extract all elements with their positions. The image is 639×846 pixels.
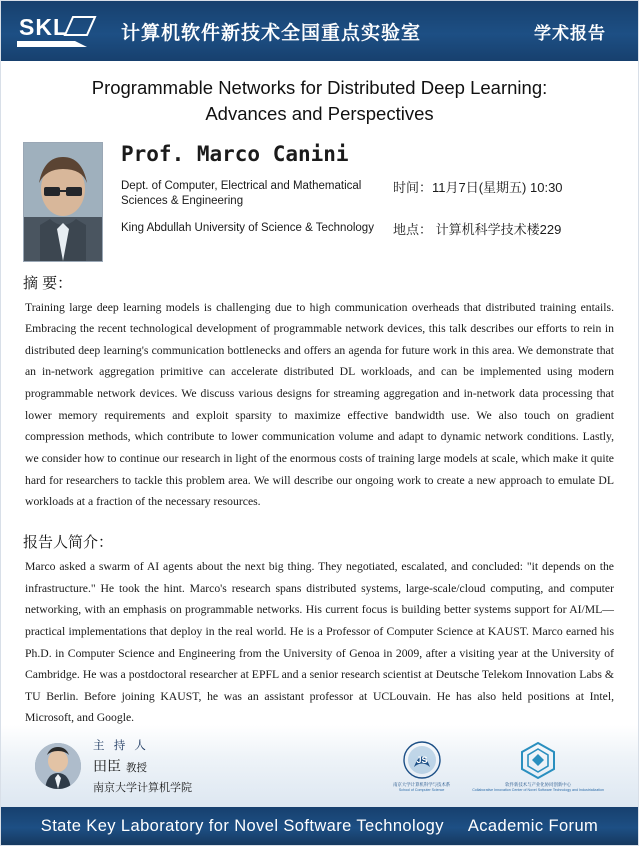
section-spacer (1, 513, 638, 523)
bottom-bar-forum: Academic Forum (467, 816, 599, 835)
abstract-body: Training large deep learning models is challenging due to high communication overheads that distributed training entails. Embracing the recent technological development of programmable network devices, this talk describes our efforts to rein in distributed deep learning's communication bottlenecks and offers an agenda for future work in this area. We demonstrate that an in-network aggregation primitive can accelerate distributed DL workloads, and can be implemented using modern programmable network devices. We discuss various designs for streaming aggregation and in-network data processing that lower memory requirements and exploit sparsity to maximize effective bandwidth use. We also touch on gradient compression methods, which contribute to lower communication volume and adapt to dynamic network conditions. Lastly, we consider how to continue our research in light of the enormous costs of training large models at scale, which make it quite hard for researchers to tackle this problem area. We will describe our ongoing work to create a new approach to emulate DL workloads at a fraction of the necessary resources. (25, 300, 614, 509)
bio-heading: 报告人简介： (23, 533, 114, 551)
host-name: 田臣 (93, 758, 121, 774)
bottom-bar-lab-name: State Key Laboratory for Novel Software Technology (40, 816, 444, 835)
bottom-bar (1, 807, 638, 845)
talk-title-line1: Programmable Networks for Distributed Deep Learning: (91, 77, 548, 98)
bio-body: Marco asked a swarm of AI agents about the next big thing. They negotiated, escalated, and concluded: "it depends on the infrastructure." He took the hint. Marco's research spans distributed systems, large-scale/cloud computing, and computer networking, with an emphasis on programmable networks. His current focus is building better systems support for AI/ML—practical implementations that deploy in the real world. He is a Professor of Computer Science at KAUST. Marco earned his Ph.D. in Computer Science and Engineering from the University of Genoa in 2009, after a visiting year at the University of Cambridge. He was a postdoctoral researcher at EPFL and a senior research scientist at Deutsche Telekom Innovation Labs & TU Berlin. Before joining KAUST, he was an assistant professor at UCLouvain. He has also held positions at Intel, Microsoft, and Google. (25, 559, 614, 725)
footer-logos (393, 740, 638, 792)
talk-place: 地点： 计算机科学技术楼229 (393, 222, 562, 238)
host-rank: 教授 (126, 762, 147, 774)
host-label: 主 持 人 (93, 740, 149, 752)
speaker-info (103, 142, 618, 262)
event-type: 学术报告 (534, 23, 606, 43)
nju-cs-lab-caption-cn: 南京大学计算机科学与技术系 (393, 782, 451, 787)
skl-logo (15, 9, 101, 53)
abstract-heading: 摘 要： (23, 274, 73, 292)
talk-title (1, 61, 638, 134)
poster-header (1, 1, 638, 61)
host-strip (1, 725, 638, 807)
host-text (93, 737, 192, 795)
nju-cs-lab-caption-en: School of Computer Science (398, 788, 445, 792)
host-affiliation: 南京大学计算机学院 (93, 782, 192, 794)
lab-name: 计算机软件新技术全国重点实验室 (121, 22, 422, 44)
speaker-institution: King Abdullah University of Science & Technology (121, 222, 374, 235)
cic-caption-en: Collaborative Innovation Center of Novel Software Technology and Industrialization (472, 788, 604, 792)
speaker-row-dept (121, 179, 618, 211)
speaker-photo (23, 142, 103, 262)
cic-caption-cn: 软件新技术与产业化协同创新中心 (505, 782, 572, 787)
host-name-row (93, 756, 192, 776)
talk-title-line2: Advances and Perspectives (205, 103, 434, 125)
talk-time: 时间：11月7日(星期五) 10:30 (393, 179, 563, 195)
svg-text:SKL: SKL (19, 14, 68, 40)
collaborative-innovation-center-logo (472, 740, 604, 792)
nju-cs-lab-logo (393, 740, 450, 792)
speaker-row-inst (121, 221, 618, 239)
poster-footer (1, 725, 638, 845)
host-photo (35, 743, 81, 789)
svg-text:JS: JS (416, 755, 428, 765)
speaker-name: Prof. Marco Canini (121, 141, 349, 166)
speaker-block (1, 134, 638, 264)
speaker-department: Dept. of Computer, Electrical and Mathematical Sciences & Engineering (121, 179, 362, 208)
